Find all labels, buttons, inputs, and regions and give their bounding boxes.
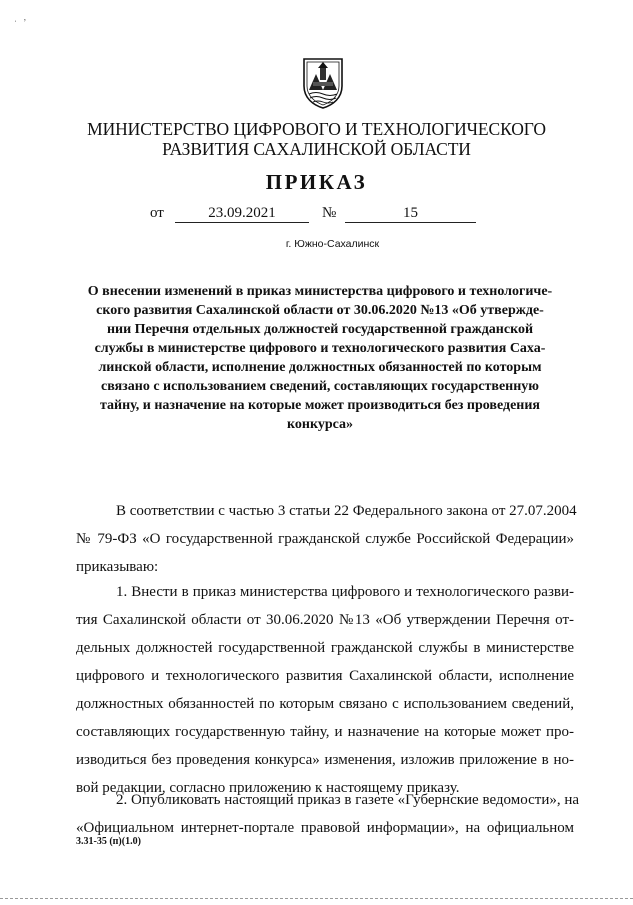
document-subject — [80, 282, 560, 434]
body-line: изводиться без проведения конкурса» изменения, изложив приложение в но- — [76, 752, 574, 768]
body-line: должностных обязанностей по которым связано с использованием сведений, — [76, 696, 574, 712]
date-label: от — [150, 205, 164, 221]
body-line: составляющих государственную тайну, и назначение на которые может про- — [76, 724, 574, 740]
subject-line: службы в министерстве цифрового и технологического развития Саха- — [94, 341, 546, 356]
body-line: вой редакции, согласно приложению к настоящему приказу. — [76, 780, 460, 796]
page-bottom-edge — [0, 898, 633, 899]
city-of-issue: г. Южно-Сахалинск — [285, 238, 380, 250]
ministry-name-line-2: РАЗВИТИЯ САХАЛИНСКОЙ ОБЛАСТИ — [162, 139, 471, 159]
document-date: 23.09.2021 — [175, 205, 309, 223]
subject-line: О внесении изменений в приказ министерства цифрового и технологиче- — [87, 284, 553, 299]
ministry-name-line-1: МИНИСТЕРСТВО ЦИФРОВОГО И ТЕХНОЛОГИЧЕСКОГО — [87, 119, 546, 139]
body-line: дельных должностей государственной гражданской службы в министерстве — [76, 640, 574, 656]
subject-line: ского развития Сахалинской области от 30.06.2020 №13 «Об утвержде- — [96, 303, 544, 318]
subject-line: линской области, исполнение должностных обязанностей по которым — [98, 360, 542, 375]
scan-corner-mark: ˌ , — [14, 12, 26, 22]
date-number-row — [0, 205, 633, 227]
document-number: 15 — [345, 205, 476, 223]
subject-line: связано с использованием сведений, составляющих государственную — [100, 379, 539, 394]
body-line: № 79-ФЗ «О государственной гражданской службе Российской Федерации» — [76, 531, 574, 547]
subject-line: конкурса» — [287, 417, 353, 432]
subject-line: нии Перечня отдельных должностей государственной гражданской — [106, 322, 534, 337]
body-line: цифрового и технологического развития Сахалинской области, исполнение — [76, 668, 574, 684]
body-line: 2. Опубликовать настоящий приказ в газете «Губернские ведомости», на — [116, 792, 580, 808]
number-label: № — [322, 205, 337, 221]
document-type-title: ПРИКАЗ — [265, 170, 368, 194]
item-2-paragraph — [76, 786, 580, 842]
sakhalin-coat-of-arms-icon — [301, 56, 345, 110]
body-line: приказываю: — [76, 559, 159, 575]
body-line: «Официальном интернет-портале правовой информации», на официальном — [76, 820, 574, 836]
item-1-paragraph — [76, 578, 574, 802]
form-code: 3.31-35 (п)(1.0) — [76, 836, 141, 847]
subject-line: тайну, и назначение на которые может производиться без проведения — [99, 398, 541, 413]
preamble-paragraph — [76, 497, 577, 581]
body-line: 1. Внести в приказ министерства цифрового и технологического разви- — [116, 584, 574, 600]
body-line: В соответствии с частью 3 статьи 22 Федерального закона от 27.07.2004 — [116, 503, 577, 519]
body-line: тия Сахалинской области от 30.06.2020 №13 «Об утверждении Перечня от- — [76, 612, 574, 628]
